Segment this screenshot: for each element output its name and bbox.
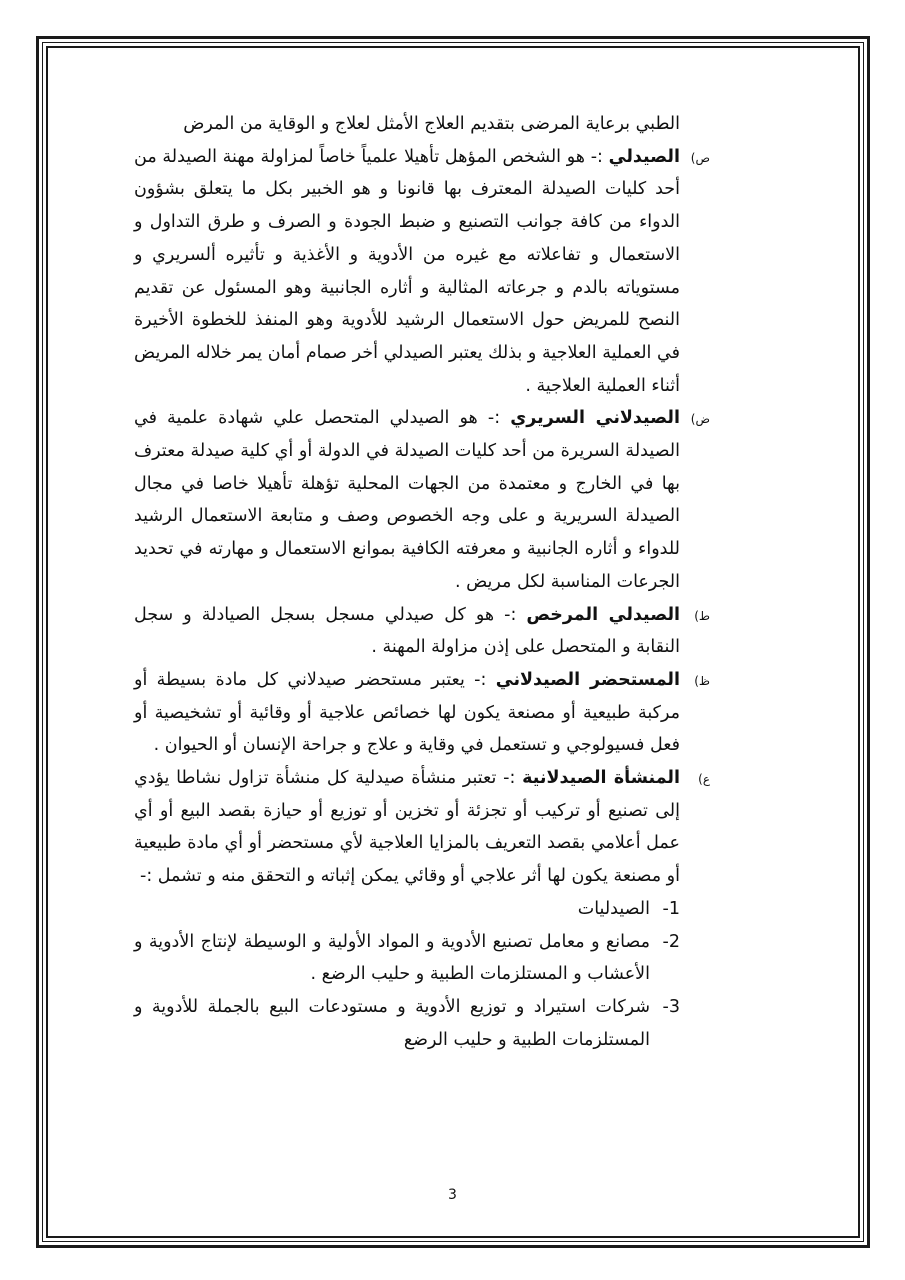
list-item	[134, 991, 680, 1056]
list-item	[134, 893, 680, 926]
item-marker: ط)	[694, 608, 710, 623]
definition-text: :- هو كل صيدلي مسجل بسجل الصيادلة و سجل النقابة و المتحصل على إذن مزاولة المهنة .	[134, 604, 680, 658]
document-body	[134, 108, 710, 1056]
definition-clinical-pharmacist	[134, 402, 710, 598]
intro-paragraph: الطبي برعاية المرضى بتقديم العلاج الأمثل لعلاج و الوقاية من المرض	[183, 114, 680, 134]
definition-term: المنشأة الصيدلانية	[522, 768, 681, 789]
definition-text: :- هو الصيدلي المتحصل علي شهادة علمية في الصيدلة السريرة من أحد كليات الصيدلة في الدولة أو أي كلية صيدلة معترف بها في الخارج و معتمدة من الجهات المحلية تؤهلة تأهيلا خاصا في مجال الصيدلة السريرية و على وجه الخصوص وصف و متابعة الاستعمال الرشيد للدواء و أثاره الجانبية و معرفته الكافية بموانع الاستعمال و مهارته في تحديد الجرعات المناسبة لكل مريض .	[134, 408, 680, 592]
item-marker: ع)	[698, 772, 710, 787]
page-number: 3	[448, 1187, 457, 1203]
definition-licensed-pharmacist	[134, 599, 710, 664]
list-text: مصانع و معامل تصنيع الأدوية و المواد الأولية و الوسيطة لإنتاج الأدوية و الأعشاب و المستلزمات الطبية و حليب الرضع .	[134, 931, 650, 985]
definition-pharmaceutical-facility	[134, 762, 710, 893]
item-marker: ص)	[690, 150, 710, 165]
list-number: 2-	[662, 931, 680, 952]
list-text: شركات استيراد و توزيع الأدوية و مستودعات البيع بالجملة للأدوية و المستلزمات الطبية و حليب الرضع	[134, 996, 650, 1050]
definition-text: :- هو الشخص المؤهل تأهيلا علمياً خاصاً لمزاولة مهنة الصيدلة من أحد كليات الصيدلة المعترف بها قانونا و هو الخبير بكل ما يتعلق بشؤون الدواء من كافة جوانب التصنيع و ضبط الجودة و الصرف و طرق التداول و الاستعمال و تفاعلاته مع غيره من الأدوية و الأغذية و تأثيره ألسريري و مستوياته بالدم و جرعاته المثالية و أثاره الجانبية وهو المسئول عن تقديم النصح للمريض حول الاستعمال الرشيد للأدوية وهو المنفذ للخطوة الأخيرة في العملية العلاجية و بذلك يعتبر الصيدلي أخر صمام أمان يمر خلاله المريض أثناء العملية العلاجية .	[134, 146, 680, 396]
list-number: 1-	[662, 898, 680, 919]
definition-term: المستحضر الصيدلاني	[495, 669, 680, 690]
definition-text: :- تعتبر منشأة صيدلية كل منشأة تزاول نشاطا يؤدي إلى تصنيع أو تركيب أو تجزئة أو تخزين أو توزيع أو حيازة بقصد البيع أو أي عمل أعلامي بقصد التعريف بالمزايا العلاجية لأي مستحضر أو أي مادة طبيعية أو مصنعة يكون لها أثر علاجي أو وقائي يمكن إثباته و التحقق منه و تشمل :-	[134, 768, 680, 887]
item-marker: ظ)	[694, 673, 710, 688]
list-text: الصيدليات	[577, 898, 650, 919]
list-item	[134, 926, 680, 991]
definition-text: :- يعتبر مستحضر صيدلاني كل مادة بسيطة أو مركبة طبيعية أو مصنعة يكون لها خصائص علاجية أو وقائية أو تشخيصية أو فعل فسيولوجي و تستعمل في وقاية و علاج و جراحة الإنسان أو الحيوان .	[134, 669, 680, 756]
definition-term: الصيدلي المرخص	[526, 604, 681, 625]
definition-pharmaceutical-product	[134, 664, 710, 762]
definition-term: الصيدلي	[608, 146, 680, 167]
item-marker: ض)	[690, 412, 710, 427]
definition-term: الصيدلاني السريري	[510, 408, 680, 429]
definition-pharmacist	[134, 141, 710, 403]
list-number: 3-	[662, 996, 680, 1017]
